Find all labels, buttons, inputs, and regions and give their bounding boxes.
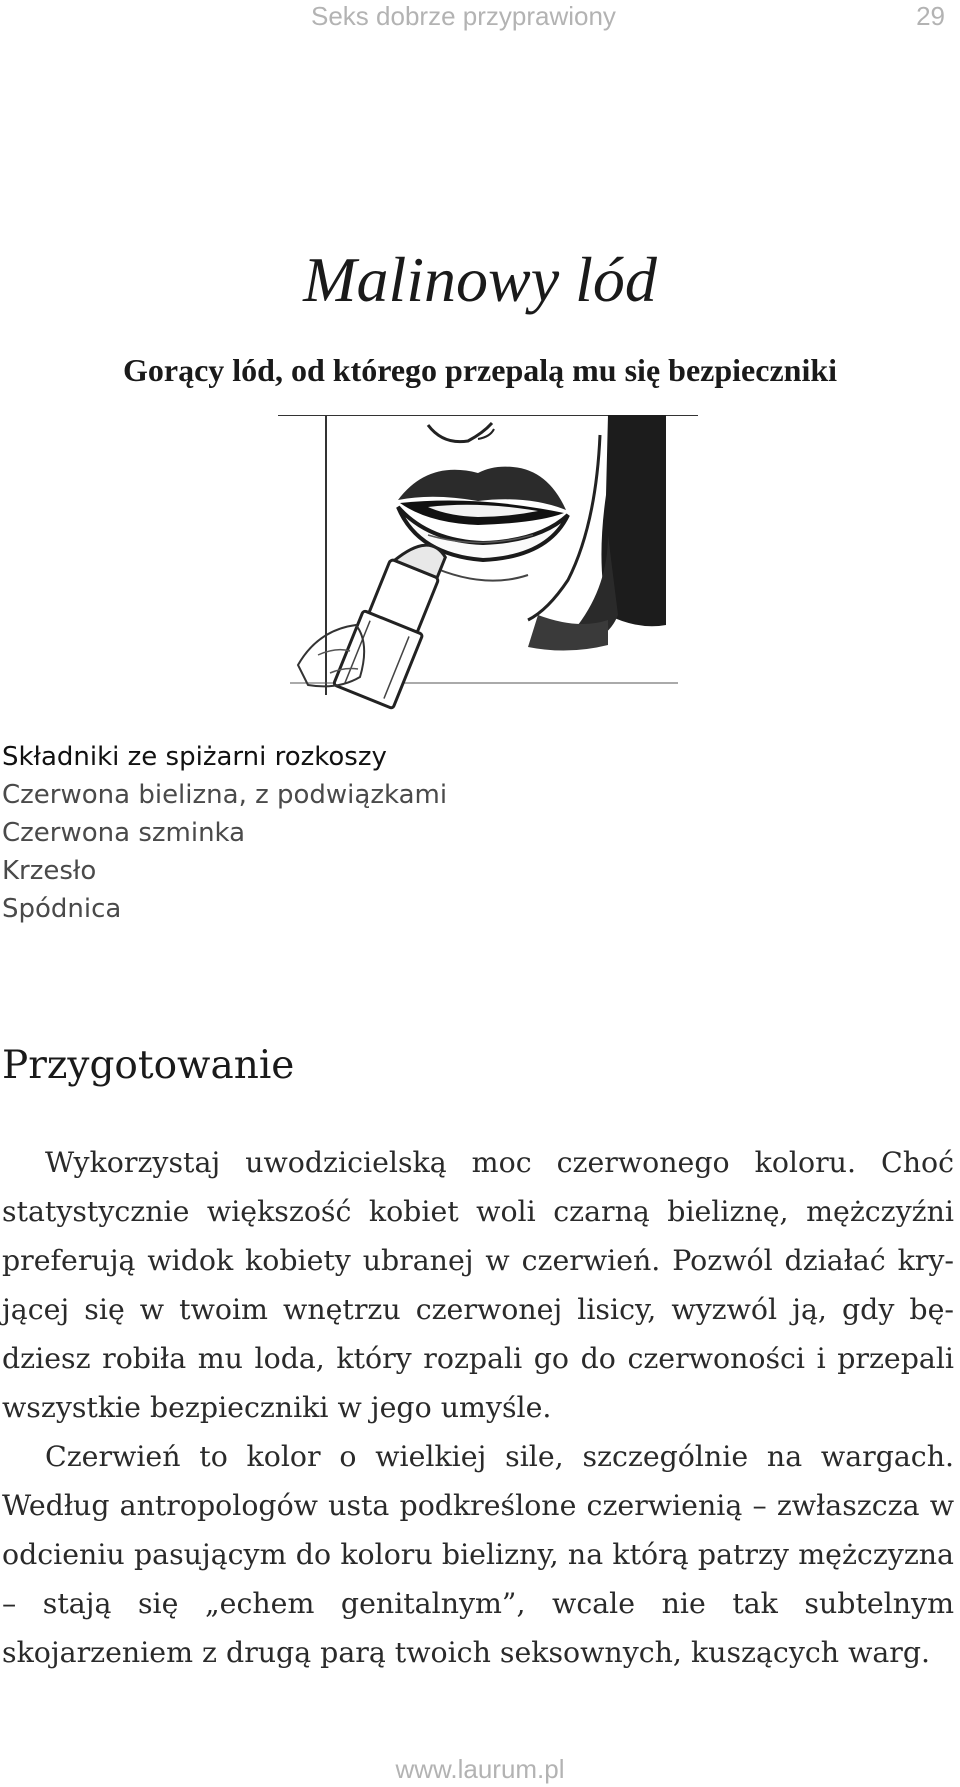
- lips-lipstick-illustration: [278, 415, 714, 715]
- body-paragraph: Wykorzystaj uwodzicielską moc czerwonego koloru. Choć statystycznie większość kobiet woli czarną bieliznę, mężczyźni preferują widok kobiety ubranej w czerwień. Pozwól działać kryjącej się w twoim wnętrzu czerwonej lisicy, wyzwól ją, gdy będziesz robiła mu loda, który rozpali go do czerwoności i przepali wszystkie bezpieczniki w jego umyśle.: [2, 1146, 954, 1424]
- ingredient-item: Czerwona bielizna, z podwiązkami: [2, 780, 448, 810]
- footer-url: www.laurum.pl: [395, 1754, 565, 1784]
- recipe-title: Malinowy lód: [303, 244, 657, 315]
- preparation-text: [2, 1138, 954, 1677]
- running-header: [0, 0, 960, 34]
- ingredients-heading: Składniki ze spiżarni rozkoszy: [2, 742, 387, 772]
- book-title: Seks dobrze przyprawiony: [311, 1, 616, 31]
- preparation-heading: Przygotowanie: [2, 1043, 295, 1088]
- recipe-subtitle: Gorący lód, od którego przepalą mu się bezpieczniki: [122, 352, 838, 388]
- ingredient-item: Krzesło: [2, 856, 97, 886]
- ingredient-item: Spódnica: [2, 894, 122, 924]
- ingredient-item: Czerwona szminka: [2, 818, 246, 848]
- page-number: 29: [916, 1, 945, 31]
- body-paragraph: Czerwień to kolor o wielkiej sile, szczególnie na wargach. Według antropologów usta podkreślone czerwienią – zwłaszcza w odcieniu pasującym do koloru bielizny, na którą patrzy mężczyzna – stają się „echem genitalnym”, wcale nie tak subtelnym skojarzeniem z drugą parą twoich seksownych, kuszących warg.: [2, 1440, 954, 1669]
- lips-and-lipstick-drawing-icon: [278, 415, 714, 715]
- ingredients-section: [2, 738, 702, 928]
